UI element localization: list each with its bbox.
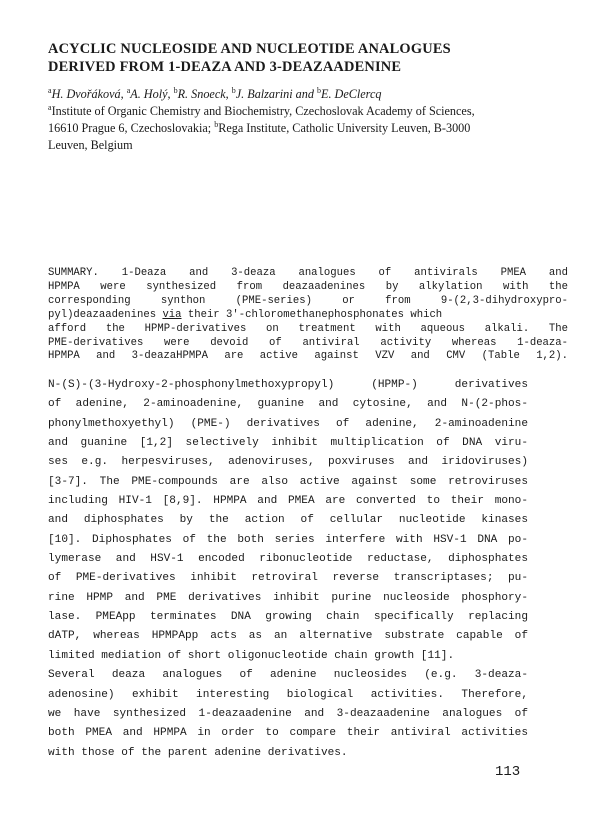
summary-line: corresponding synthon (PME-series) or from 9-(2,3-dihydroxypro- [48,294,568,307]
text-line: [3-7]. The PME-compounds are also active against some retroviruses [48,475,528,488]
affiliations [48,103,578,154]
summary-line: HPMPA and 3-deazaHPMPA are active against VZV and CMV (Table 1,2). [48,350,568,363]
text-line: with those of the parent adenine derivatives. [48,746,348,759]
text-line: phonylmethoxyethyl) (PME-) derivatives of adenine, 2-aminoadenine [48,417,528,430]
author-name: A. Holý, [130,87,174,101]
summary-line: pyl)deazaadenines via their 3'-chloromethanephosphonates which [48,308,443,321]
author-affiliation-mark: a [126,85,131,95]
text-line: lymerase and HSV-1 encoded ribonucleotide reductase, diphosphates [48,553,528,566]
text-line: we have synthesized 1-deazaadenine and 3-deazaadenine analogues of [48,707,528,720]
summary-abstract [48,267,568,364]
author-affiliation-mark: b [317,85,321,95]
author-affiliation-mark: b [231,85,236,95]
summary-line: SUMMARY. 1-Deaza and 3-deaza analogues of antivirals PMEA and [48,267,568,279]
affiliation-line: Leuven, Belgium [48,138,133,152]
affiliation-line: 16610 Prague 6, Czechoslovakia; $^b$Rega Institute, Catholic University Leuven, B-3000 [48,119,471,135]
body-text [48,376,528,763]
text-line: of adenine, 2-aminoadenine, guanine and cytosine, and N-(2-phos- [48,398,528,411]
title-line: DERIVED FROM 1-DEAZA AND 3-DEAZAADENINE [48,59,402,75]
page-number: 113 [495,764,521,780]
affiliation-mark: b [214,119,219,129]
author-affiliation-mark: b [173,85,178,95]
text-line: [10]. Diphosphates of the both series interfere with HSV-1 DNA po- [48,533,528,546]
paragraph [48,376,528,666]
summary-line: HPMPA were synthesized from deazaadenines by alkylation with the [48,280,568,293]
title-line: ACYCLIC NUCLEOSIDE AND NUCLEOTIDE ANALOGUES [48,41,451,57]
text-line: Several deaza analogues of adenine nucleosides (e.g. 3-deaza- [48,669,528,682]
text-line: lase. PMEApp terminates DNA growing chain specifically replacing [48,611,528,624]
text-line: of PME-derivatives inhibit retroviral reverse transcriptases; pu- [48,572,528,585]
author-name: R. Snoeck, [177,87,232,101]
author-list [48,86,568,103]
text-line: N-(S)-(3-Hydroxy-2-phosphonylmethoxypropyl) (HPMP-) derivatives [48,379,528,391]
summary-line: afford the HPMP-derivatives on treatment with aqueous alkali. The [48,322,568,335]
author-name: E. DeClercq [321,87,382,101]
paragraph [48,666,528,763]
author-affiliation-mark: a [48,85,52,95]
author-name: H. Dvořáková, [51,87,127,101]
text-line: dATP, whereas HPMPApp acts as an alternative substrate capable of [48,630,528,643]
text-line: including HIV-1 [8,9]. HPMPA and PMEA are converted to their mono- [48,495,528,508]
emphasis-via: via [162,308,182,321]
affiliation-mark: a [48,102,52,112]
paper-title [48,40,568,76]
text-line: both PMEA and HPMPA in order to compare their antiviral activities [48,727,528,740]
affiliation-line: $^a$Institute of Organic Chemistry and Biochemistry, Czechoslovak Academy of Sciences, [48,102,475,118]
text-line: limited mediation of short oligonucleotide chain growth [11]. [48,649,455,662]
summary-line: PME-derivatives were devoid of antiviral activity whereas 1-deaza- [48,336,568,349]
text-line: ses e.g. herpesviruses, adenoviruses, poxviruses and iridoviruses) [48,456,528,469]
text-line: adenosine) exhibit interesting biological activities. Therefore, [48,688,528,701]
author-name: J. Balzarini and [235,87,317,101]
text-line: rine HPMP and PME derivatives inhibit purine nucleoside phosphory- [48,591,528,604]
text-line: and diphosphates by the action of cellular nucleotide kinases [48,514,528,527]
text-line: and guanine [1,2] selectively inhibit multiplication of DNA viru- [48,437,528,450]
